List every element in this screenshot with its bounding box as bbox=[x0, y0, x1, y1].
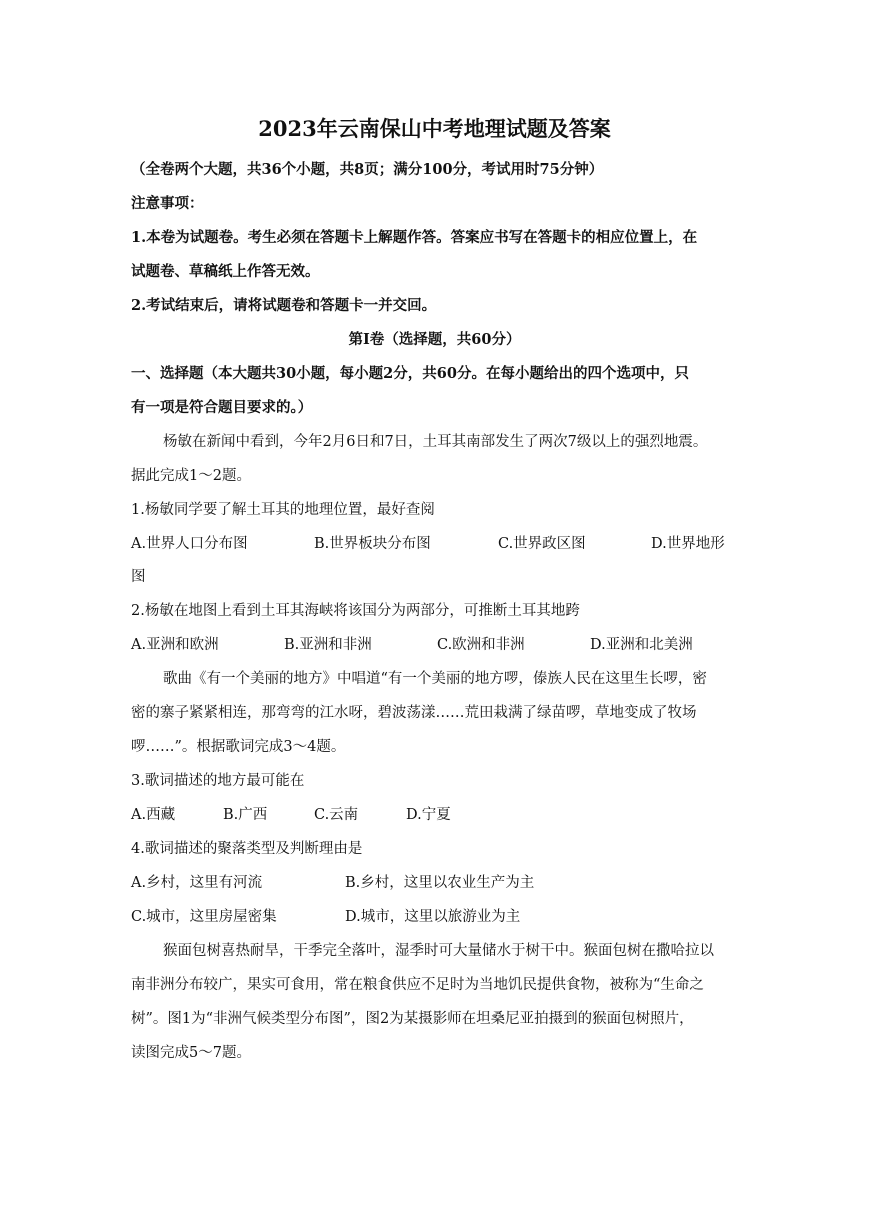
question-3-option-a: A.西藏 bbox=[131, 807, 176, 823]
question-3-stem: 3.歌词描述的地方最可能在 bbox=[131, 773, 305, 789]
passage-3-cont-3: 读图完成5～7题。 bbox=[131, 1045, 251, 1061]
question-4-option-b: B.乡村，这里以农业生产为主 bbox=[345, 875, 535, 891]
passage-1: 杨敏在新闻中看到，今年2月6日和7日，土耳其南部发生了两次7级以上的强烈地震。 bbox=[163, 434, 708, 450]
question-2-option-a: A.亚洲和欧洲 bbox=[131, 637, 219, 653]
notice-item-1: 1.本卷为试题卷。考生必须在答题卡上解题作答。答案应书写在答题卡的相应位置上，在 bbox=[131, 229, 698, 246]
question-4-option-c: C.城市，这里房屋密集 bbox=[131, 909, 277, 925]
question-4-stem: 4.歌词描述的聚落类型及判断理由是 bbox=[131, 841, 363, 857]
question-2-option-d: D.亚洲和北美洲 bbox=[590, 637, 693, 653]
passage-2-cont-2: 啰……”。根据歌词完成3～4题。 bbox=[131, 739, 346, 755]
passage-1-cont: 据此完成1～2题。 bbox=[131, 468, 251, 484]
question-3-option-c: C.云南 bbox=[314, 807, 359, 823]
passage-2: 歌曲《有一个美丽的地方》中唱道“有一个美丽的地方啰，傣族人民在这里生长啰，密 bbox=[163, 671, 707, 687]
passage-3-cont-1: 南非洲分布较广，果实可食用，常在粮食供应不足时为当地饥民提供食物，被称为“生命之 bbox=[131, 977, 704, 993]
question-1-option-b: B.世界板块分布图 bbox=[314, 536, 431, 552]
question-1-option-d-wrap: 图 bbox=[131, 569, 146, 585]
passage-3: 猴面包树喜热耐旱，干季完全落叶，湿季时可大量储水于树干中。猴面包树在撒哈拉以 bbox=[163, 943, 714, 959]
question-2-option-c: C.欧洲和非洲 bbox=[437, 637, 525, 653]
question-1-option-d: D.世界地形 bbox=[651, 536, 725, 552]
section-heading: 第Ⅰ卷（选择题，共60分） bbox=[348, 331, 521, 348]
question-3-option-d: D.宁夏 bbox=[406, 807, 451, 823]
question-2-stem: 2.杨敏在地图上看到土耳其海峡将该国分为两部分，可推断土耳其地跨 bbox=[131, 603, 580, 619]
passage-2-cont-1: 密的寨子紧紧相连，那弯弯的江水呀，碧波荡漾……荒田栽满了绿苗啰，草地变成了牧场 bbox=[131, 705, 697, 721]
question-4-option-d: D.城市，这里以旅游业为主 bbox=[345, 909, 521, 925]
question-4-option-a: A.乡村，这里有河流 bbox=[131, 875, 263, 891]
part-instructions: 一、选择题（本大题共30小题，每小题2分，共60分。在每小题给出的四个选项中，只 bbox=[131, 365, 689, 382]
question-3-option-b: B.广西 bbox=[223, 807, 268, 823]
question-1-option-c: C.世界政区图 bbox=[498, 536, 586, 552]
question-2-option-b: B.亚洲和非洲 bbox=[284, 637, 372, 653]
question-1-stem: 1.杨敏同学要了解土耳其的地理位置，最好查阅 bbox=[131, 502, 435, 518]
page-title: 2023年云南保山中考地理试题及答案 bbox=[258, 116, 611, 141]
notice-heading: 注意事项： bbox=[131, 195, 204, 212]
passage-3-cont-2: 树”。图1为“非洲气候类型分布图”，图2为某摄影师在坦桑尼亚拍摄到的猴面包树照片， bbox=[131, 1011, 694, 1027]
notice-item-1-cont: 试题卷、草稿纸上作答无效。 bbox=[131, 263, 320, 280]
notice-item-2: 2.考试结束后，请将试题卷和答题卡一并交回。 bbox=[131, 297, 437, 314]
question-1-option-a: A.世界人口分布图 bbox=[131, 536, 248, 552]
part-instructions-cont: 有一项是符合题目要求的。） bbox=[131, 399, 313, 416]
exam-info: （全卷两个大题，共36个小题，共8页；满分100分，考试用时75分钟） bbox=[131, 161, 604, 178]
